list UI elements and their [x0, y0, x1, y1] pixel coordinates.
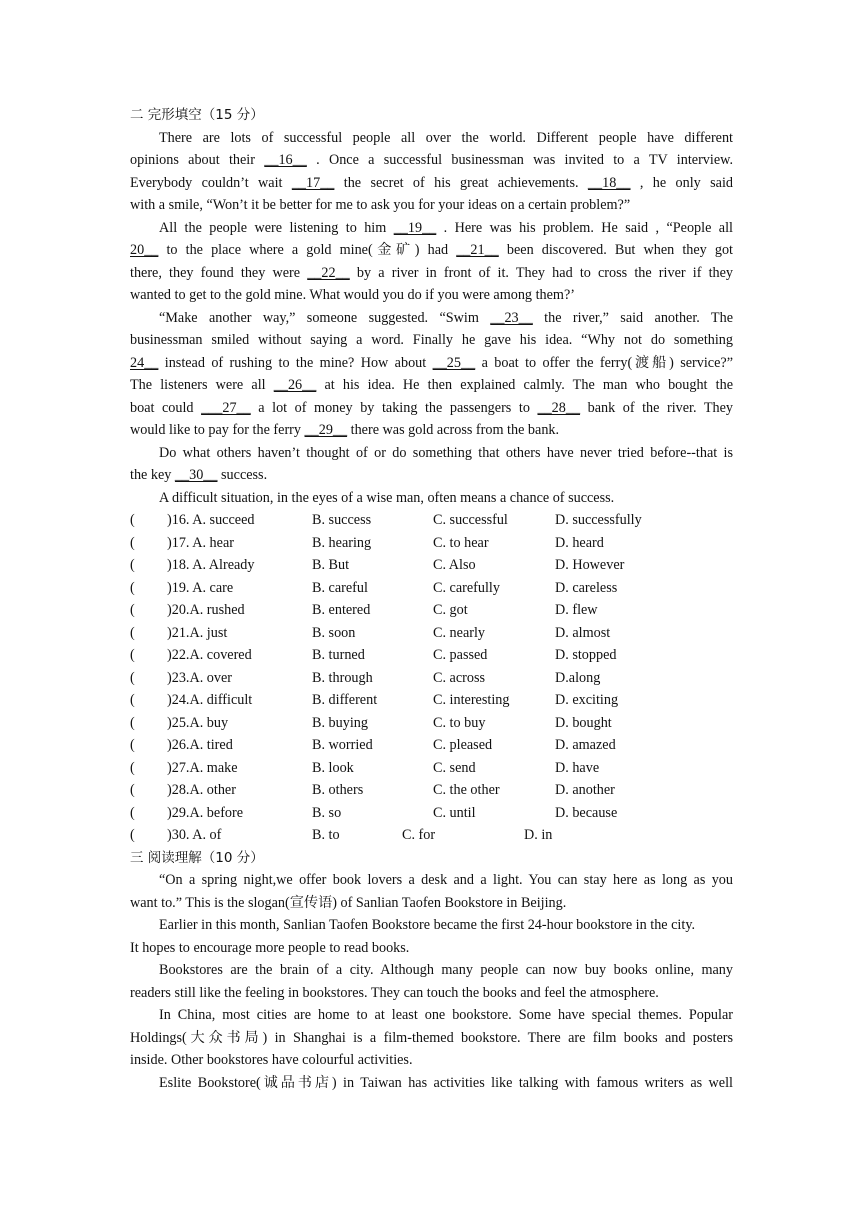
blank-20: 20__: [130, 242, 159, 258]
answer-slot: (: [130, 579, 135, 596]
passage-line: The listeners were all __26__ at his idea. He then explained calmly. The man who bought the: [130, 377, 733, 393]
answer-slot: (: [130, 759, 135, 776]
passage-line: wanted to get to the gold mine. What would you do if you were among them?’: [130, 287, 575, 303]
passage-line: Earlier in this month, Sanlian Taofen Bookstore became the first 24-hour bookstore in the city.: [159, 917, 696, 933]
exam-page: [130, 104, 733, 1094]
passage-line: there, they found they were __22__ by a river in front of it. They had to cross the river if they: [130, 264, 733, 281]
answer-slot: (: [130, 557, 135, 573]
passage-line: inside. Other bookstores have colourful activities.: [130, 1052, 413, 1068]
blank-22: __22__: [307, 264, 350, 281]
question-row: ( )22.A. covered B. turned C. passed D. stopped: [130, 644, 733, 667]
question-row: ( )21.A. just B. soon C. nearly D. almost: [130, 622, 733, 645]
passage-line: would like to pay for the ferry __29__ there was gold across from the bank.: [130, 422, 560, 438]
question-row: ( )28.A. other B. others C. the other D. another: [130, 779, 733, 802]
passage-line: Bookstores are the brain of a city. Although many people can now buy books online, many: [159, 962, 733, 978]
passage-line: 20__ to the place where a gold mine(金矿) had __21__ been discovered. But when they got: [130, 242, 733, 258]
question-row: ( )25.A. buy B. buying C. to buy D. bought: [130, 712, 733, 735]
passage-line: A difficult situation, in the eyes of a wise man, often means a chance of success.: [159, 489, 615, 506]
blank-24: 24__: [130, 354, 159, 371]
section-heading: 二 完形填空（15 分）: [130, 107, 264, 123]
question-row: ( )20.A. rushed B. entered C. got D. flew: [130, 599, 733, 622]
question-row: ( )27.A. make B. look C. send D. have: [130, 757, 733, 780]
blank-17: __17__: [291, 174, 335, 191]
blank-29: __29__: [304, 422, 348, 438]
passage-line: boat could ___27__ a lot of money by taking the passengers to __28__ bank of the river. They: [130, 399, 733, 416]
section-heading: 三 阅读理解（10 分）: [130, 849, 264, 866]
passage-line: readers still like the feeling in bookstores. They can touch the books and feel the atmosphere.: [130, 984, 659, 1001]
blank-21: __21__: [456, 242, 499, 258]
passage-line: “On a spring night,we offer book lovers a desk and a light. You can stay here as long as you: [159, 872, 733, 888]
passage-line: the key __30__ success.: [130, 467, 268, 483]
question-row: ( )26.A. tired B. worried C. pleased D. amazed: [130, 734, 733, 757]
question-row: ( )17. A. hear B. hearing C. to hear D. heard: [130, 532, 733, 555]
answer-slot: (: [130, 827, 135, 843]
passage-line: with a smile, “Won’t it be better for me to ask you for your ideas on a certain problem?”: [130, 197, 631, 213]
passage-line: “Make another way,” someone suggested. “Swim __23__ the river,” said another. The: [159, 309, 733, 326]
answer-slot: (: [130, 804, 135, 821]
question-row: ( )19. A. care B. careful C. carefully D. careless: [130, 577, 733, 600]
passage-line: Holdings(大众书局) in Shanghai is a film-themed bookstore. There are film books and posters: [130, 1029, 733, 1046]
question-row: ( )23.A. over B. through C. across D.along: [130, 667, 733, 690]
blank-18: __18__: [587, 174, 631, 191]
passage-line: 24__ instead of rushing to the mine? How about __25__ a boat to offer the ferry(渡船) service?”: [130, 354, 733, 371]
blank-27: ___27__: [201, 399, 251, 416]
blank-30: __30__: [174, 467, 218, 483]
answer-slot: (: [130, 602, 135, 618]
blank-25: __25__: [432, 354, 476, 371]
blank-23: __23__: [490, 309, 533, 326]
answer-slot: (: [130, 647, 135, 663]
passage-line: want to.” This is the slogan(宣传语) of Sanlian Taofen Bookstore in Beijing.: [130, 894, 567, 911]
passage-line: Everybody couldn’t wait __17__ the secret of his great achievements. __18__ , he only said: [130, 174, 733, 191]
passage-line: It hopes to encourage more people to read books.: [130, 939, 410, 956]
passage-line: There are lots of successful people all over the world. Different people have different: [159, 129, 733, 146]
passage-line: All the people were listening to him __19__ . Here was his problem. He said , “People all: [159, 219, 733, 236]
answer-slot: (: [130, 714, 135, 731]
blank-26: __26__: [273, 377, 317, 393]
passage-line: Eslite Bookstore(诚品书店) in Taiwan has activities like talking with famous writers as well: [159, 1074, 733, 1091]
question-row: ( )24.A. difficult B. different C. interesting D. exciting: [130, 689, 733, 712]
blank-28: __28__: [537, 399, 581, 416]
question-row: ( )18. A. Already B. But C. Also D. However: [130, 554, 733, 577]
blank-16: __16__: [264, 152, 307, 168]
answer-slot: (: [130, 782, 135, 798]
answer-slot: (: [130, 512, 135, 528]
answer-slot: (: [130, 669, 135, 686]
passage-line: Do what others haven’t thought of or do something that others have never tried before--that is: [159, 444, 733, 461]
answer-slot: (: [130, 692, 135, 708]
answer-slot: (: [130, 534, 135, 551]
question-row: ( )29.A. before B. so C. until D. because: [130, 802, 733, 825]
answer-slot: (: [130, 624, 135, 641]
passage-line: In China, most cities are home to at least one bookstore. Some have special themes. Popular: [159, 1007, 733, 1023]
blank-19: __19__: [393, 219, 437, 236]
answer-slot: (: [130, 737, 135, 753]
question-row: ( )30. A. of B. to C. for D. in: [130, 824, 733, 847]
passage-line: businessman smiled without saying a word. Finally he gave his idea. “Why not do something: [130, 332, 733, 348]
passage-line: opinions about their __16__ . Once a successful businessman was invited to a TV interview.: [130, 152, 733, 168]
question-row: ( )16. A. succeed B. success C. successful D. successfully: [130, 509, 733, 532]
